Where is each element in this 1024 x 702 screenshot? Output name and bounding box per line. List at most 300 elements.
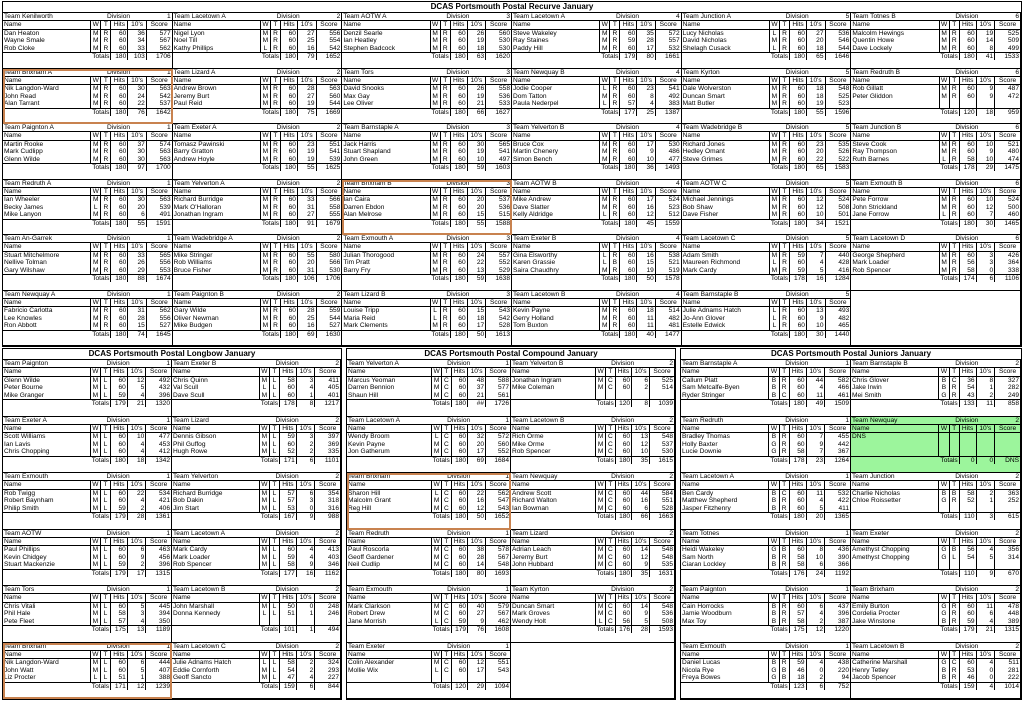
archer-bow-type: R: [101, 251, 111, 259]
archer-row: [172, 554, 340, 561]
team-table: [173, 180, 342, 227]
team-table: [681, 417, 850, 464]
total-score: 1521: [825, 219, 850, 227]
archer-name: David Nicholas: [682, 37, 727, 45]
archer-bow-type: R: [101, 29, 111, 37]
archer-hits: [451, 674, 467, 682]
archer-bow-type: R: [440, 100, 450, 108]
archer-bow-type: R: [949, 618, 959, 626]
archer-category: M: [260, 196, 270, 204]
col-t: T: [100, 594, 110, 602]
archer-score: 461: [825, 392, 850, 400]
archer-category: M: [91, 37, 101, 44]
total-tens: 21: [127, 400, 145, 408]
team-table: [851, 180, 1020, 227]
team-table: [3, 360, 171, 407]
col-hits: Hits: [615, 537, 631, 545]
col-hits: Hits: [280, 537, 297, 545]
col-tens: 10's: [632, 594, 650, 602]
archer-bow-type: R: [779, 148, 789, 155]
col-w: W: [770, 481, 778, 489]
archer-name: Shelagh Cusack: [682, 44, 731, 52]
archer-row: [342, 204, 511, 211]
team-table: [3, 124, 172, 171]
team-name-cell: [682, 235, 770, 243]
archer-row: [681, 659, 850, 667]
col-tens: 10's: [468, 650, 486, 658]
archer-hits: 60: [281, 204, 298, 211]
archer-category: L: [939, 156, 949, 164]
col-hits: Hits: [959, 187, 976, 195]
archer-name: Matthew Shepherd: [682, 497, 738, 505]
col-w: W: [771, 132, 778, 140]
archer-hits: 60: [450, 29, 467, 37]
archer-bow-type: L: [100, 433, 110, 441]
total-score: 1625: [316, 164, 341, 172]
team-label: Team: [852, 586, 869, 593]
archer-score: 536: [486, 204, 511, 211]
archer-name: Sam North: [682, 553, 714, 561]
division-number: 1: [505, 529, 509, 537]
division-number: 1: [505, 416, 509, 424]
archer-bow-type: R: [270, 259, 280, 266]
total-score: 1014: [995, 682, 1020, 690]
totals-label: Totals: [3, 275, 111, 283]
archer-category: M: [260, 267, 270, 275]
archer-bow-type: R: [440, 251, 450, 259]
archer-bow-type: C: [606, 441, 616, 448]
col-name: Name: [681, 481, 769, 489]
col-w: W: [261, 650, 268, 658]
col-w: W: [92, 187, 99, 195]
archer-row: [681, 505, 850, 513]
archer-score: 432: [146, 384, 171, 391]
archer-name: Sam Metcalfe-Byen: [682, 384, 740, 392]
archer-category: L: [90, 674, 100, 682]
team-name-cell: [342, 124, 430, 132]
archer-tens: 22: [468, 489, 486, 497]
archer-row: [682, 37, 851, 44]
col-w: W: [601, 132, 608, 140]
col-w: W: [940, 132, 948, 140]
col-score: Score: [315, 537, 340, 545]
totals-label: Totals: [682, 164, 790, 172]
archer-score: 546: [825, 37, 850, 44]
archer-bow-type: R: [270, 156, 280, 164]
archer-score: 478: [995, 602, 1020, 610]
team-card: [681, 643, 851, 700]
archer-bow-type: R: [270, 196, 280, 204]
archer-bow-type: C: [779, 489, 789, 497]
archer-name: Catherine Marshall: [852, 659, 908, 667]
total-score: 670: [995, 569, 1020, 577]
division-number: 3: [506, 124, 510, 131]
archer-hits: 60: [959, 45, 976, 53]
archer-row: [3, 93, 172, 100]
total-score: 1620: [486, 53, 511, 61]
total-tens: 18: [127, 456, 145, 464]
total-tens: 69: [297, 330, 316, 338]
archer-tens: 20: [467, 196, 486, 204]
archer-score: 350: [146, 618, 171, 626]
archer-row: [3, 392, 171, 400]
archer-name: Jasper Fitzhenry: [682, 504, 731, 512]
team-card: [173, 235, 343, 291]
archer-category: M: [260, 204, 270, 211]
total-score: 1593: [650, 626, 674, 634]
team-card: [3, 235, 173, 291]
archer-category: M: [600, 204, 610, 211]
totals-label: Totals: [851, 164, 959, 172]
col-score: Score: [825, 76, 850, 84]
archer-bow-type: R: [949, 610, 959, 617]
archer-row: [342, 37, 511, 44]
archer-row: [172, 497, 340, 504]
archer-tens: 27: [297, 211, 316, 219]
division-label: Division: [106, 290, 131, 298]
archer-row: [342, 259, 511, 266]
col-tens: 10's: [637, 298, 656, 306]
archer-score: 293: [315, 667, 340, 674]
archer-score: [995, 441, 1020, 448]
col-t: T: [949, 594, 959, 602]
team-name-cell: [347, 643, 432, 651]
archer-hits: 50: [280, 602, 297, 610]
col-t: T: [949, 368, 959, 376]
col-score: Score: [486, 76, 511, 84]
archer-name: Mark Clements: [343, 322, 388, 330]
archer-name: Chris Vitali: [4, 602, 36, 610]
archer-category: M: [430, 211, 440, 219]
col-tens: 10's: [806, 481, 825, 489]
division-label: Division: [275, 586, 299, 593]
col-score: Score: [486, 132, 511, 140]
archer-bow-type: L: [269, 659, 279, 667]
team-name-cell: [173, 291, 261, 299]
archer-name: Martin Rooke: [4, 140, 44, 148]
col-name: Name: [681, 650, 769, 658]
archer-category: [939, 448, 949, 456]
archer-hits: 53: [280, 505, 297, 513]
team-name: Paignton: [699, 586, 726, 593]
team-card: [3, 291, 173, 347]
division-label: Division: [106, 124, 131, 131]
team-name-cell: [173, 235, 261, 243]
archer-bow-type: R: [779, 259, 789, 266]
archer-row: [342, 85, 511, 93]
archer-hits: 60: [450, 100, 467, 108]
archer-category: B: [769, 659, 779, 667]
archer-row: [851, 546, 1020, 554]
team-name: Lacetown A: [190, 529, 226, 537]
team-card: [681, 473, 851, 530]
col-w: W: [601, 187, 608, 195]
archer-name: Amethyst Chopping: [852, 546, 910, 554]
archer-row: [342, 251, 511, 259]
archer-row: [347, 376, 510, 384]
archer-bow-type: R: [779, 45, 789, 53]
archer-category: M: [260, 251, 270, 259]
archer-bow-type: R: [101, 204, 111, 211]
col-w: W: [770, 424, 778, 432]
division-label: Division: [611, 529, 635, 537]
archer-name: Wendy Holt: [512, 617, 546, 625]
division-label: Division: [955, 473, 979, 480]
archer-tens: 10: [976, 196, 995, 204]
archer-score: 514: [655, 307, 680, 315]
archer-tens: 2: [127, 505, 145, 513]
archer-tens: 9: [296, 561, 314, 569]
team-card: [681, 586, 851, 643]
archer-name: Mark Cardy: [173, 546, 208, 554]
total-hits: 180: [111, 164, 128, 172]
archer-bow-type: R: [779, 140, 789, 148]
archer-category: M: [259, 505, 269, 513]
team-name: Brixham A: [21, 68, 53, 76]
archer-bow-type: R: [440, 45, 450, 53]
team-name: Lacetown B: [190, 586, 226, 593]
archer-tens: 12: [806, 204, 825, 211]
archer-name: Gerry Holland: [513, 314, 554, 322]
totals-label: Totals: [512, 330, 620, 338]
archer-tens: 0: [296, 602, 314, 610]
archer-row: [682, 307, 851, 315]
archer-row: [3, 148, 172, 155]
archer-row: [173, 211, 342, 219]
col-hits: Hits: [111, 21, 128, 29]
archer-score: 548: [650, 546, 674, 554]
total-tens: ##: [468, 400, 486, 408]
col-w: W: [771, 187, 778, 195]
archer-category: M: [939, 37, 949, 44]
juniors-section: [680, 348, 1022, 700]
archer-hits: 60: [451, 384, 467, 391]
archer-score: 541: [316, 148, 341, 155]
archer-category: G: [939, 659, 949, 667]
archer-row: [851, 204, 1020, 211]
archer-category: M: [596, 448, 606, 456]
col-hits: Hits: [789, 537, 806, 545]
total-score: 1559: [655, 219, 680, 227]
total-score: 1638: [486, 275, 511, 283]
archer-score: 248: [315, 602, 340, 610]
team-name: Totnes: [699, 529, 720, 537]
division-number: 1: [166, 290, 171, 298]
col-hits: Hits: [281, 132, 298, 140]
totals-row: [851, 682, 1020, 690]
division-number: 4: [675, 68, 680, 76]
archer-score: 436: [825, 546, 850, 554]
archer-tens: 12: [632, 441, 650, 448]
archer-score: 396: [146, 392, 171, 400]
division-number: 1: [505, 642, 509, 650]
archer-bow-type: L: [269, 433, 279, 441]
archer-row: [681, 602, 850, 610]
total-tens: 65: [806, 53, 825, 61]
archer-row: [173, 315, 342, 322]
col-t: T: [949, 132, 959, 140]
archer-row: [682, 140, 851, 148]
total-tens: 59: [467, 275, 486, 283]
archer-hits: 60: [615, 376, 631, 384]
totals-label: Totals: [172, 626, 280, 634]
archer-name: Pete Fleet: [4, 617, 35, 625]
total-tens: 18: [976, 108, 995, 116]
archer-row: [172, 489, 340, 497]
col-name: Name: [3, 132, 91, 140]
archer-row: [851, 211, 1020, 219]
total-tens: 25: [637, 108, 656, 116]
archer-bow-type: C: [442, 433, 452, 441]
archer-tens: 31: [128, 307, 147, 315]
team-card: [342, 13, 512, 69]
archer-hits: 59: [111, 561, 128, 569]
division-label: Division: [275, 529, 299, 537]
archer-tens: 16: [297, 322, 316, 330]
archer-score: 535: [825, 140, 850, 148]
archer-hits: 51: [280, 610, 297, 617]
team-card: [347, 586, 511, 643]
archer-category: B: [769, 602, 779, 610]
archer-tens: 7: [806, 433, 825, 441]
totals-label: Totals: [511, 456, 615, 464]
archer-tens: 28: [468, 554, 486, 561]
team-name: Lizard A: [191, 68, 216, 76]
archer-score: 388: [146, 674, 171, 682]
archer-hits: 54: [280, 667, 297, 674]
col-w: W: [433, 368, 440, 376]
archer-tens: 15: [467, 307, 486, 315]
archer-name: Rob Twigg: [4, 489, 36, 497]
archer-tens: 1: [296, 610, 314, 617]
col-score: Score: [655, 132, 680, 140]
archer-score: 525: [650, 376, 674, 384]
total-hits: 180: [615, 513, 631, 521]
archer-tens: 29: [128, 267, 147, 275]
team-name-cell: [347, 530, 432, 538]
col-hits: Hits: [450, 76, 467, 84]
archer-category: L: [432, 618, 442, 626]
archer-name: Jake Winstone: [852, 617, 896, 625]
col-hits: Hits: [111, 481, 128, 489]
archer-row: [682, 148, 851, 155]
archer-row: [3, 85, 172, 93]
archer-hits: 60: [280, 392, 297, 400]
archer-tens: 2: [976, 489, 995, 497]
archer-tens: 19: [297, 156, 316, 164]
recurve-grid: [3, 13, 1021, 346]
totals-row: [173, 219, 342, 227]
col-hits: Hits: [111, 594, 128, 602]
totals-row: [173, 53, 342, 61]
totals-label: Totals: [172, 682, 280, 690]
archer-hits: 60: [620, 156, 637, 164]
archer-tens: 33: [128, 45, 147, 53]
archer-score: 524: [995, 196, 1020, 204]
archer-tens: 12: [637, 211, 656, 219]
col-t: T: [101, 187, 111, 195]
archer-tens: 35: [637, 29, 656, 37]
archer-tens: 9: [127, 554, 145, 561]
archer-tens: 10: [467, 156, 486, 164]
archer-row: [851, 659, 1020, 667]
total-score: 1652: [316, 53, 341, 61]
total-tens: 41: [976, 53, 995, 61]
col-tens: 10's: [128, 132, 147, 140]
col-tens: 10's: [467, 76, 486, 84]
archer-hits: 60: [450, 251, 467, 259]
team-name: Lizard: [529, 529, 548, 537]
archer-score: 511: [995, 659, 1020, 667]
total-score: 1591: [146, 219, 171, 227]
col-t: T: [779, 298, 789, 306]
archer-tens: 27: [297, 29, 316, 37]
total-tens: 20: [806, 513, 825, 521]
archer-tens: 2: [296, 659, 314, 667]
archer-tens: 2: [806, 674, 825, 682]
totals-label: Totals: [347, 513, 451, 521]
division-number: 2: [1015, 416, 1019, 424]
archer-row: [682, 85, 851, 93]
archer-category: M: [600, 148, 610, 155]
col-t: T: [269, 481, 279, 489]
team-table: [173, 291, 342, 338]
col-hits: Hits: [450, 243, 467, 251]
archer-tens: 19: [467, 93, 486, 100]
archer-bow-type: C: [606, 489, 616, 497]
totals-label: Totals: [512, 219, 620, 227]
division-number: 2: [1015, 642, 1019, 650]
archer-hits: 51: [111, 674, 128, 682]
col-name: Name: [3, 368, 90, 376]
archer-hits: 60: [615, 497, 631, 504]
archer-category: M: [596, 376, 606, 384]
totals-row: [172, 513, 340, 521]
archer-score: 562: [146, 45, 171, 53]
archer-score: 521: [655, 259, 680, 266]
archer-hits: 60: [111, 441, 128, 448]
team-card: [342, 235, 512, 291]
team-name: Tors: [21, 586, 35, 593]
archer-tens: 27: [468, 610, 486, 617]
archer-name: Stuart Shapland: [343, 148, 391, 156]
archer-name: Barry Fry: [343, 266, 371, 274]
archer-tens: 20: [806, 37, 825, 44]
team-card: [342, 69, 512, 125]
archer-tens: 10: [806, 322, 825, 330]
total-tens: 76: [128, 108, 147, 116]
archer-name: Paula Nederpel: [513, 100, 559, 108]
archer-tens: 14: [632, 602, 650, 610]
archer-score: 563: [146, 196, 171, 204]
archer-hits: 60: [451, 392, 467, 400]
col-hits: Hits: [450, 187, 467, 195]
archer-bow-type: R: [440, 148, 450, 155]
archer-category: M: [260, 29, 270, 37]
archer-name: Callum Platt: [682, 376, 718, 384]
archer-row: [511, 448, 674, 456]
col-tens: 10's: [632, 481, 650, 489]
col-name: Name: [681, 368, 769, 376]
division-label: Division: [785, 360, 809, 367]
archer-hits: 46: [789, 667, 806, 674]
team-table: [173, 69, 342, 116]
archer-row: [172, 433, 340, 441]
archer-score: 548: [650, 554, 674, 561]
team-card: [172, 586, 341, 643]
archer-hits: 60: [450, 156, 467, 164]
archer-row: [172, 618, 340, 626]
